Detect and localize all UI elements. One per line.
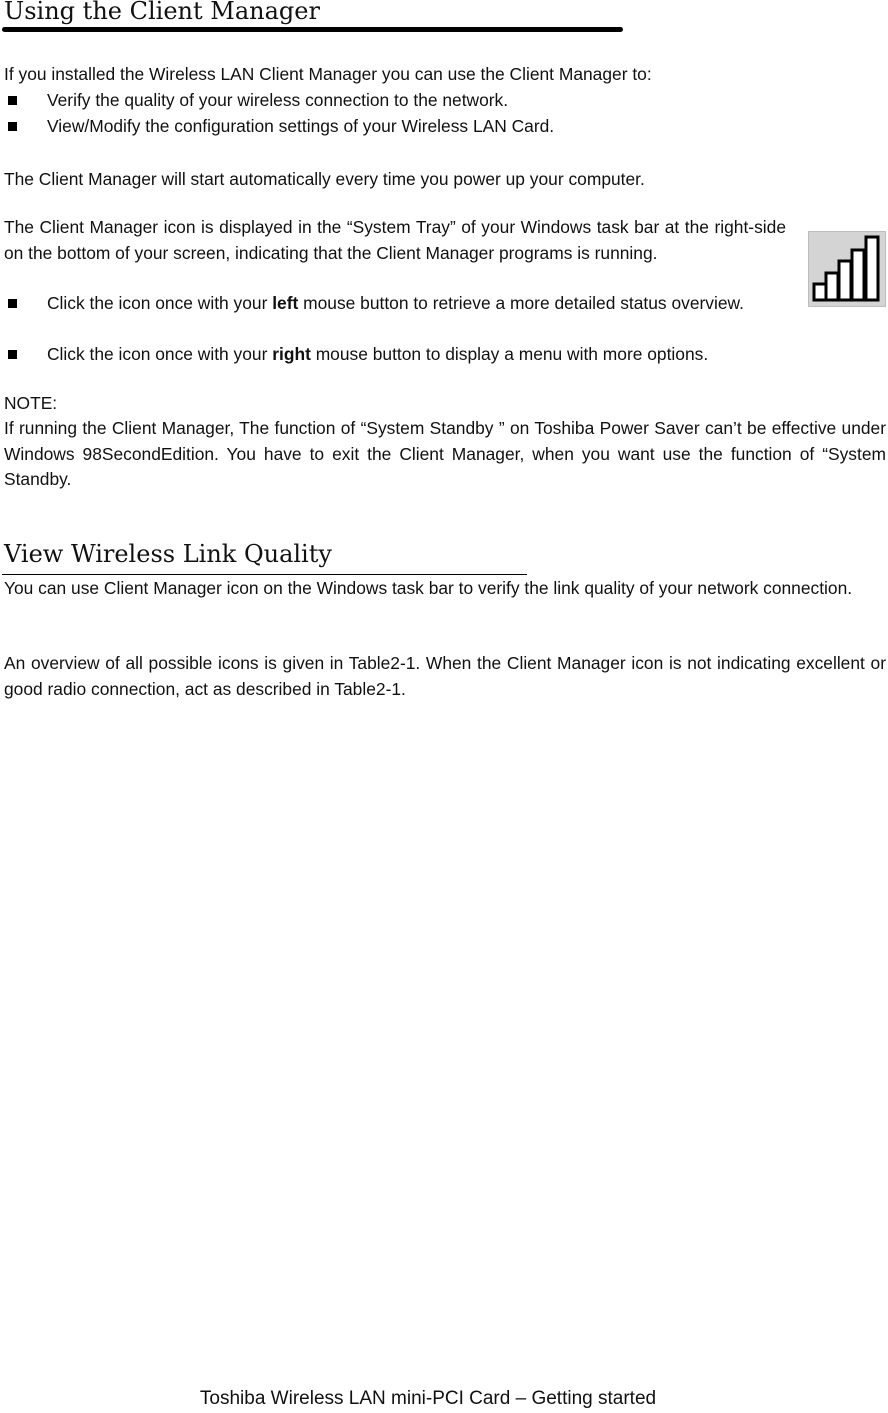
signal-strength-icon: [808, 231, 886, 307]
note-paragraph: If running the Client Manager, The function of “System Standby ” on Toshiba Power Saver can’t be effective under Windows 98SecondEdition. You have to exit the Client Manager, when you want use the function of “System Standby.: [4, 418, 886, 489]
left-click-text: Click the icon once with your left mouse button to retrieve a more detailed status overview.: [47, 293, 744, 313]
autostart-paragraph: The Client Manager will start automatically every time you power up your computer.: [4, 169, 645, 189]
bullet-text: View/Modify the configuration settings of your Wireless LAN Card.: [47, 116, 555, 136]
section-title-link-quality: View Wireless Link Quality: [4, 540, 332, 568]
square-bullet-icon: [8, 96, 17, 105]
page-footer: Toshiba Wireless LAN mini-PCI Card – Getting started: [199, 1388, 657, 1409]
system-tray-paragraph: The Client Manager icon is displayed in the “System Tray” of your Windows task bar at the right-side on the bottom of your screen, indicating that the Client Manager programs is running.: [4, 217, 786, 263]
square-bullet-icon: [8, 350, 17, 359]
square-bullet-icon: [8, 122, 17, 131]
overview-paragraph: An overview of all possible icons is given in Table2-1. When the Client Manager icon is not indicating excellent or good radio connection, act as described in Table2-1.: [4, 653, 886, 699]
section-title-underline: [2, 574, 527, 575]
link-quality-paragraph: You can use Client Manager icon on the Windows task bar to verify the link quality of your network connection.: [4, 578, 853, 598]
note-label: NOTE:: [4, 393, 58, 413]
right-click-text: Click the icon once with your right mouse button to display a menu with more options.: [47, 344, 709, 364]
signal-bars-graphic: [809, 232, 885, 306]
square-bullet-icon: [8, 299, 17, 308]
intro-paragraph: If you installed the Wireless LAN Client Manager you can use the Client Manager to:: [4, 64, 652, 84]
section-title-using-client-manager: Using the Client Manager: [4, 0, 320, 25]
bullet-text: Verify the quality of your wireless connection to the network.: [47, 90, 509, 110]
title-underline: [2, 27, 623, 32]
